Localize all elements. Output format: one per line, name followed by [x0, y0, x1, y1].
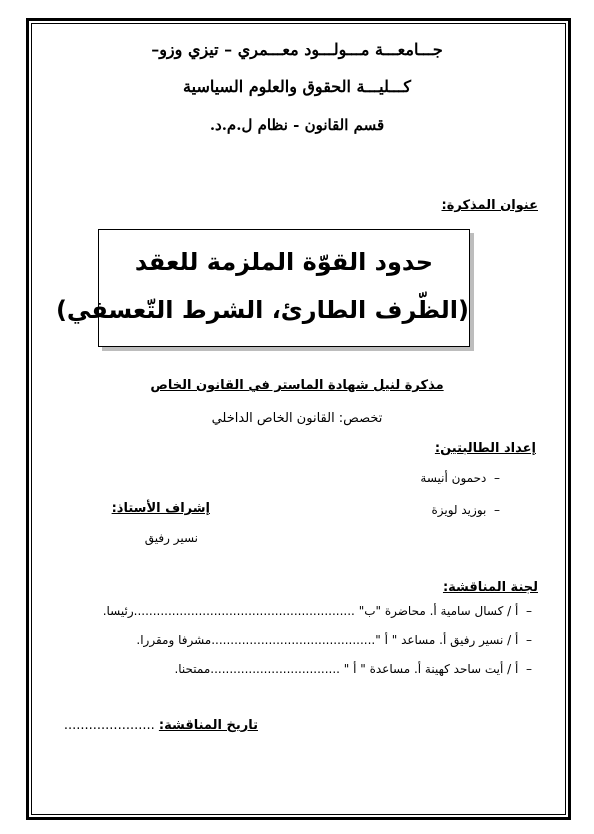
- list-dash-icon: –: [486, 503, 500, 517]
- list-dash-icon: –: [518, 633, 532, 647]
- list-dash-icon: –: [486, 471, 500, 485]
- list-dash-icon: –: [518, 662, 532, 676]
- committee-member: – أ / نسير رفيق أ. مساعد " أ "...........................................مشرفا ومقررا.: [136, 633, 532, 647]
- faculty-name: كـــليـــة الحقوق والعلوم السياسية: [183, 77, 411, 96]
- thesis-title-line-2: (الظّرف الطارئ، الشرط التّعسفي): [55, 296, 469, 324]
- students-label: إعداد الطالبتين:: [434, 441, 536, 456]
- committee-member: – أ / كسال سامية أ. محاضرة "ب" ..........................................................رئيسا.: [102, 604, 532, 618]
- thesis-title-label: عنوان المذكرة:: [441, 198, 538, 213]
- supervisor-name: نسير رفيق: [144, 531, 198, 545]
- student-name: – بوزيد لويزة: [431, 503, 500, 517]
- thesis-title-box: [55, 229, 470, 347]
- student-name: – دحمون أنيسة: [420, 471, 500, 485]
- defense-date-label: تاريخ المناقشة:: [158, 718, 258, 733]
- university-name: جـــامعـــة مـــولـــود معـــمري – تيزي وزو–: [151, 40, 443, 59]
- defense-date: [64, 718, 258, 733]
- specialty: تخصص: القانون الخاص الداخلي: [211, 411, 383, 426]
- supervisor-label: إشراف الأستاذ:: [111, 501, 210, 516]
- committee-member: – أ / أيت ساحد كهينة أ. مساعدة " أ " ..................................ممتحنا.: [174, 662, 532, 676]
- thesis-title-line-1: حدود القوّة الملزمة للعقد: [134, 248, 434, 276]
- defense-date-value: ......................: [63, 718, 155, 733]
- department-name: قسم القانون - نظام ل.م.د.: [209, 116, 385, 134]
- committee-label: لجنة المناقشة:: [442, 580, 538, 595]
- degree-line: مذكرة لنيل شهادة الماستر في القانون الخاص: [150, 378, 444, 393]
- list-dash-icon: –: [518, 604, 532, 618]
